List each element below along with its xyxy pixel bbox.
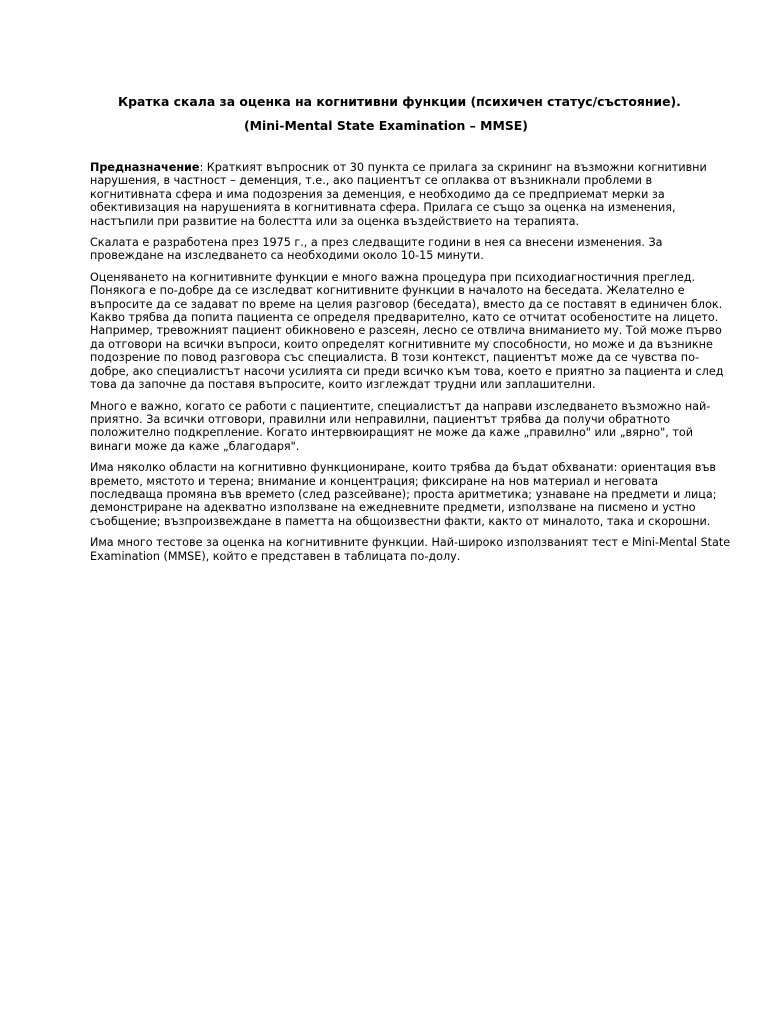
paragraph-line: да отговори на всички въпроси, които определят когнитивните му способности, но може и да възникне <box>90 337 713 351</box>
paragraph-line: последваща промяна във времето (след разсейване); проста аритметика; узнаване на предмети и лица; <box>90 487 717 501</box>
document-subtitle: (Mini-Mental State Examination – MMSE) <box>244 118 528 133</box>
document-title: Кратка скала за оценка на когнитивни функции (психичен статус/състояние). <box>118 94 681 109</box>
paragraph-history <box>90 236 662 263</box>
paragraph-line: времето, мястото и терена; внимание и концентрация; фиксиране на нов материал и неговата <box>90 474 659 488</box>
paragraph-procedure <box>90 270 724 392</box>
paragraph-line: добре, ако специалистът насочи усилията си преди всичко към това, което е приятно за пациента и след <box>90 364 724 378</box>
paragraph-line-text: : Краткият въпросник от 30 пункта се прилага за скрининг на възможни когнитивни <box>199 161 707 174</box>
paragraph-line: настъпили при развитие на болестта или за оценка въздействието на терапията. <box>90 214 580 228</box>
paragraph-line: Скалата е разработена през 1975 г., а през следващите години в нея са внесени изменения. За <box>90 236 663 250</box>
paragraph-line: въпросите да се задават по време на целия разговор (беседата), вместо да се поставят в единичен блок. <box>90 297 723 311</box>
paragraph-line: демонстриране на адекватно използване на ежедневните предмети, използване на писмено и устно <box>90 501 696 515</box>
paragraph-line: Има няколко области на когнитивно функциониране, които трябва да бъдат обхванати: ориентация във <box>90 461 716 475</box>
paragraph-areas <box>90 461 717 528</box>
paragraph-line: Examination (MMSE), който е представен в таблицата по-долу. <box>90 549 461 563</box>
paragraph-tests <box>90 536 731 563</box>
paragraph-line: съобщение; възпроизвеждане в паметта на общоизвестни факти, както от миналото, така и скорошни. <box>90 514 711 528</box>
paragraph-line: когнитивната сфера и има подозрения за деменция, е необходимо да се предприемат мерки за <box>90 187 665 201</box>
paragraph-line <box>90 161 707 174</box>
paragraph-lead: Предназначение <box>90 161 200 174</box>
document-body <box>90 161 731 571</box>
paragraph-line: Много е важно, когато се работи с пациентите, специалистът да направи изследването възможно най- <box>90 399 711 413</box>
paragraph-line: обективизация на нарушенията в когнитивната сфера. Прилага се също за оценка на изменения, <box>90 201 676 215</box>
paragraph-line: положително подкрепление. Когато интервюиращият не може да каже „правилно" или „вярно", той <box>90 426 694 440</box>
paragraph-line: Например, тревожният пациент обикновено е разсеян, лесно се отвлича вниманието му. Той може първо <box>90 324 722 338</box>
paragraph-approach <box>90 399 711 454</box>
paragraph-line: подозрение по повод разговора със специалиста. В този контекст, пациентът може да се чувства по- <box>90 351 699 365</box>
paragraph-line: приятно. За всички отговори, правилни или неправилни, пациентът трябва да получи обратното <box>90 412 671 426</box>
paragraph-line: нарушения, в частност – деменция, т.е., ако пациентът се оплаква от възникнали проблеми в <box>90 174 653 188</box>
paragraph-purpose <box>90 161 707 228</box>
paragraph-line: винаги може да каже „благодаря". <box>90 439 300 453</box>
paragraph-line: Понякога е по-добре да се изследват когнитивните функции в началото на беседата. Желателно е <box>90 284 685 298</box>
paragraph-line: това да започне да поставя въпросите, които изглеждат трудни или заплашителни. <box>90 378 596 392</box>
paragraph-line: провеждане на изследването са необходими около 10-15 минути. <box>90 249 484 263</box>
paragraph-line: Оценяването на когнитивните функции е много важна процедура при психодиагностичния преглед. <box>90 270 696 284</box>
paragraph-line: Какво трябва да попита пациента се определя предварително, като се отчитат особеностите на лицето. <box>90 311 719 325</box>
paragraph-line: Има много тестове за оценка на когнитивните функции. Най-широко използваният тест е Mini-Mental State <box>90 536 731 550</box>
